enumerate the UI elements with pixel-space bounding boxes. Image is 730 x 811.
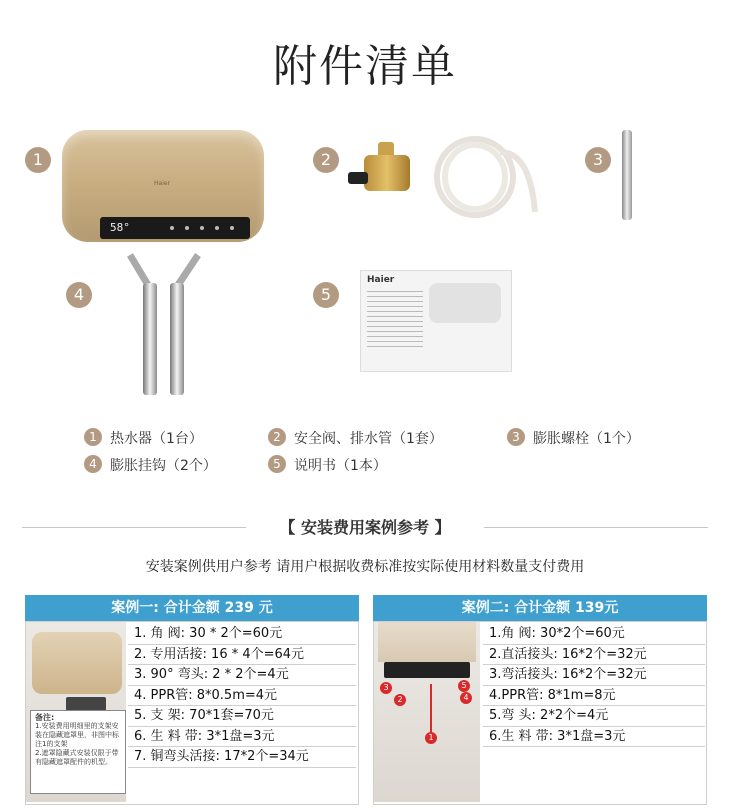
list-badge-2: 2 <box>268 428 286 446</box>
heater-brand-logo: Haier <box>154 180 171 187</box>
case1-note <box>30 710 126 794</box>
case1-item: 4. PPR管: 8*0.5m=4元 <box>128 686 356 707</box>
manual-text-lines <box>367 291 423 351</box>
case2-control-panel <box>384 662 470 678</box>
case1-item: 1. 角 阀: 30 * 2个=60元 <box>128 624 356 645</box>
drain-hose-image <box>430 132 540 227</box>
list-badge-1: 1 <box>84 428 102 446</box>
case2-item: 1.角 阀: 30*2个=60元 <box>483 624 705 645</box>
badge-4: 4 <box>66 282 92 308</box>
heater-control-panel <box>100 217 250 239</box>
panel-button <box>215 226 219 230</box>
marker-4: 4 <box>460 692 472 704</box>
page-title: 附件清单 <box>273 41 457 92</box>
case1-header: 案例一: 合计金额 239 元 <box>25 595 359 621</box>
note-text: 1.安装费用明细里的支架安装在隐藏遮罩里，非图中标注1的支架 2.遮罩隐藏式安装仅限于带有隐藏遮罩配件的机型。 <box>35 722 119 766</box>
safety-valve-image <box>364 155 410 191</box>
expansion-hook-image <box>143 283 157 395</box>
case1-item-list <box>128 624 356 768</box>
case2-item: 4.PPR管: 8*1m=8元 <box>483 686 705 707</box>
marker-line <box>430 684 432 734</box>
case1-heater-image <box>32 632 122 694</box>
badge-3: 3 <box>585 147 611 173</box>
case2-item: 3.弯活接头: 16*2个=32元 <box>483 665 705 686</box>
section-title: 【 安装费用案例参考 】 <box>246 514 484 542</box>
section-subtitle: 安装案例供用户参考 请用户根据收费标准按实际使用材料数量支付费用 <box>145 559 585 575</box>
case1-item: 3. 90° 弯头: 2 * 2个=4元 <box>128 665 356 686</box>
list-badge-3: 3 <box>507 428 525 446</box>
expansion-bolt-image <box>622 130 632 220</box>
list-badge-5: 5 <box>268 455 286 473</box>
panel-button <box>230 226 234 230</box>
badge-2: 2 <box>313 147 339 173</box>
case1-pipe-cover <box>66 697 106 711</box>
expansion-hook-image <box>170 283 184 395</box>
marker-3: 3 <box>380 682 392 694</box>
part-label-4: 膨胀挂钩（2个） <box>110 458 217 474</box>
hook-tops <box>120 250 210 290</box>
part-label-5: 说明书（1本） <box>294 458 387 474</box>
part-label-1: 热水器（1台） <box>110 431 203 447</box>
case2-header: 案例二: 合计金额 139元 <box>373 595 707 621</box>
badge-1: 1 <box>25 147 51 173</box>
safety-valve-lever <box>348 172 368 184</box>
marker-2: 2 <box>394 694 406 706</box>
badge-5: 5 <box>313 282 339 308</box>
list-badge-4: 4 <box>84 455 102 473</box>
marker-1: 1 <box>425 732 437 744</box>
case1-item: 5. 支 架: 70*1套=70元 <box>128 706 356 727</box>
part-label-3: 膨胀螺栓（1个） <box>533 431 640 447</box>
case2-photo <box>374 622 480 802</box>
case1-item: 2. 专用活接: 16 * 4个=64元 <box>128 645 356 666</box>
case2-item-empty <box>483 747 705 767</box>
panel-button <box>170 226 174 230</box>
case2-item: 6.生 料 带: 3*1盘=3元 <box>483 727 705 748</box>
case2-item: 5.弯 头: 2*2个=4元 <box>483 706 705 727</box>
manual-heater-picture <box>429 283 501 323</box>
manual-image <box>360 270 512 372</box>
marker-5: 5 <box>458 680 470 692</box>
panel-button <box>200 226 204 230</box>
panel-button <box>185 226 189 230</box>
case2-item: 2.直活接头: 16*2个=32元 <box>483 645 705 666</box>
heater-display: 58° <box>110 221 130 234</box>
note-title: 备注: <box>35 713 55 722</box>
case1-item: 7. 铜弯头活接: 17*2个=34元 <box>128 747 356 768</box>
case1-item: 6. 生 料 带: 3*1盘=3元 <box>128 727 356 748</box>
case2-item-list <box>483 624 705 767</box>
manual-brand-logo: Haier <box>367 275 395 285</box>
part-label-2: 安全阀、排水管（1套） <box>294 431 443 447</box>
case2-heater-image <box>378 622 476 662</box>
